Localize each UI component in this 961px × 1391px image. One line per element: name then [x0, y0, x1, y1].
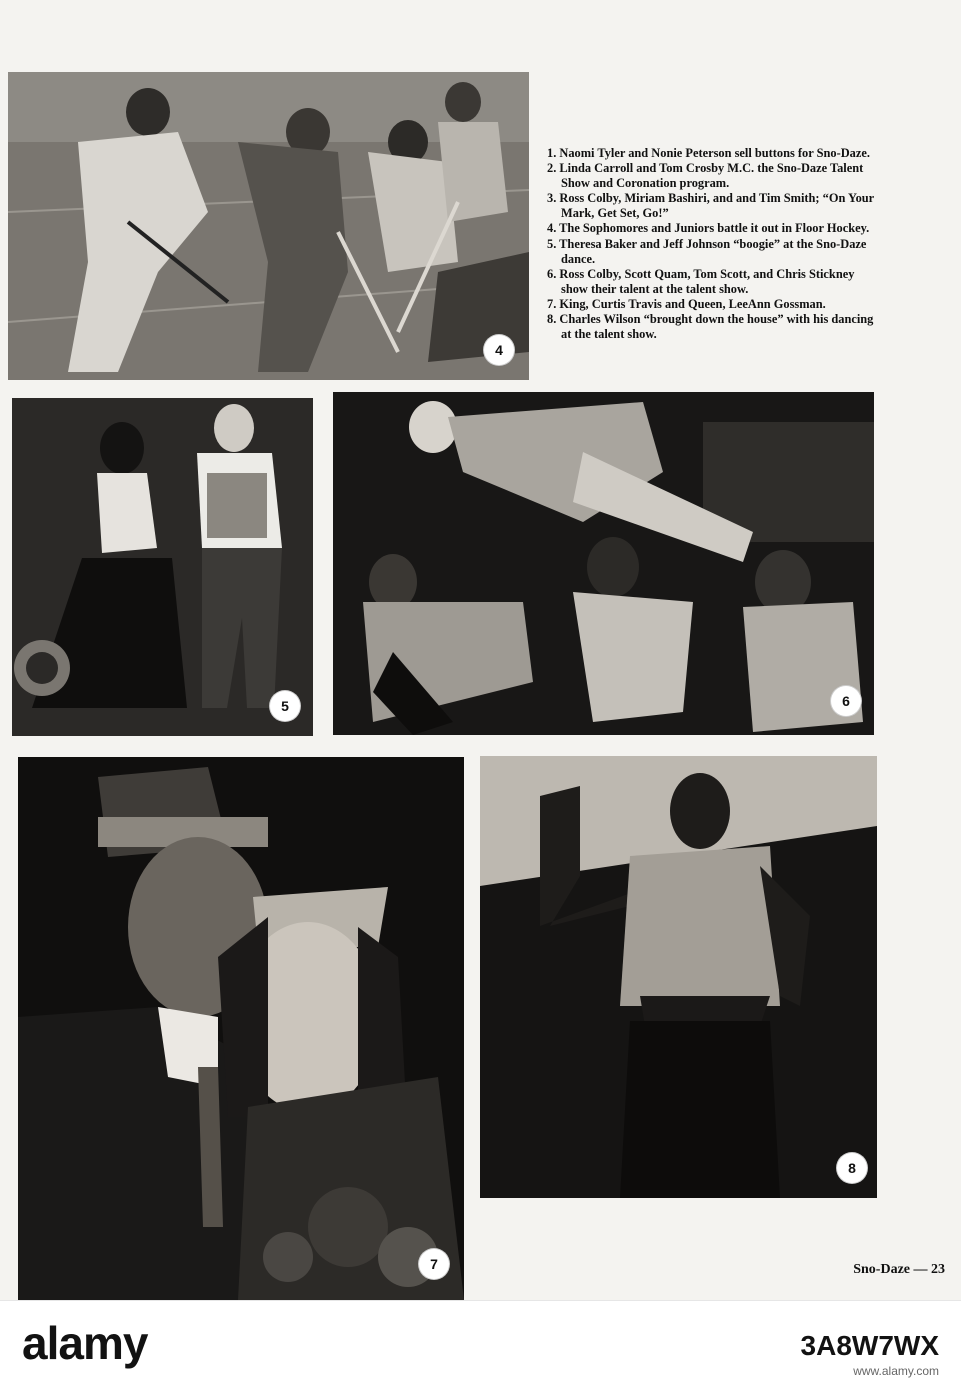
- caption-item: 7. King, Curtis Travis and Queen, LeeAnn Gossman.: [547, 296, 826, 311]
- caption-item: 2. Linda Carroll and Tom Crosby M.C. the Sno-Daze Talent Show and Coronation program.: [547, 161, 864, 191]
- photo-number-badge: 6: [831, 686, 861, 716]
- watermark-url: www.alamy.com: [853, 1364, 939, 1378]
- photo-dancer: [480, 756, 877, 1198]
- caption-item: 1. Naomi Tyler and Nonie Peterson sell buttons for Sno-Daze.: [547, 146, 870, 160]
- photo-number-badge: 4: [484, 335, 514, 365]
- caption-item: 6. Ross Colby, Scott Quam, Tom Scott, and Chris Stickney show their talent at the talent show.: [547, 266, 855, 296]
- photo-captions-list: [547, 146, 877, 342]
- caption-item: 3. Ross Colby, Miriam Bashiri, and and Tim Smith; “On Your Mark, Get Set, Go!”: [547, 191, 874, 221]
- caption-item: 4. The Sophomores and Juniors battle it out in Floor Hockey.: [547, 221, 870, 236]
- photo-dancer-image: [480, 756, 877, 1198]
- caption-item: 5. Theresa Baker and Jeff Johnson “boogie” at the Sno-Daze dance.: [547, 236, 867, 266]
- page-footer: Sno-Daze — 23: [853, 1262, 945, 1277]
- photo-talent-pyramid-image: [333, 392, 874, 735]
- watermark-logo: alamy: [22, 1317, 148, 1369]
- photo-king-queen: [18, 757, 464, 1300]
- photo-floor-hockey-image: [8, 72, 529, 380]
- photo-talent-pyramid: [333, 392, 874, 735]
- photo-number-badge: 8: [837, 1153, 867, 1183]
- photo-king-queen-image: [18, 757, 464, 1300]
- photo-number-badge: 5: [270, 691, 300, 721]
- photo-dance: [12, 398, 313, 736]
- caption-item: 8. Charles Wilson “brought down the house” with his dancing at the talent show.: [547, 312, 874, 342]
- photo-floor-hockey: [8, 72, 529, 380]
- photo-dance-image: [12, 398, 313, 736]
- photo-number-badge: 7: [419, 1249, 449, 1279]
- watermark-image-id: 3A8W7WX: [800, 1330, 939, 1361]
